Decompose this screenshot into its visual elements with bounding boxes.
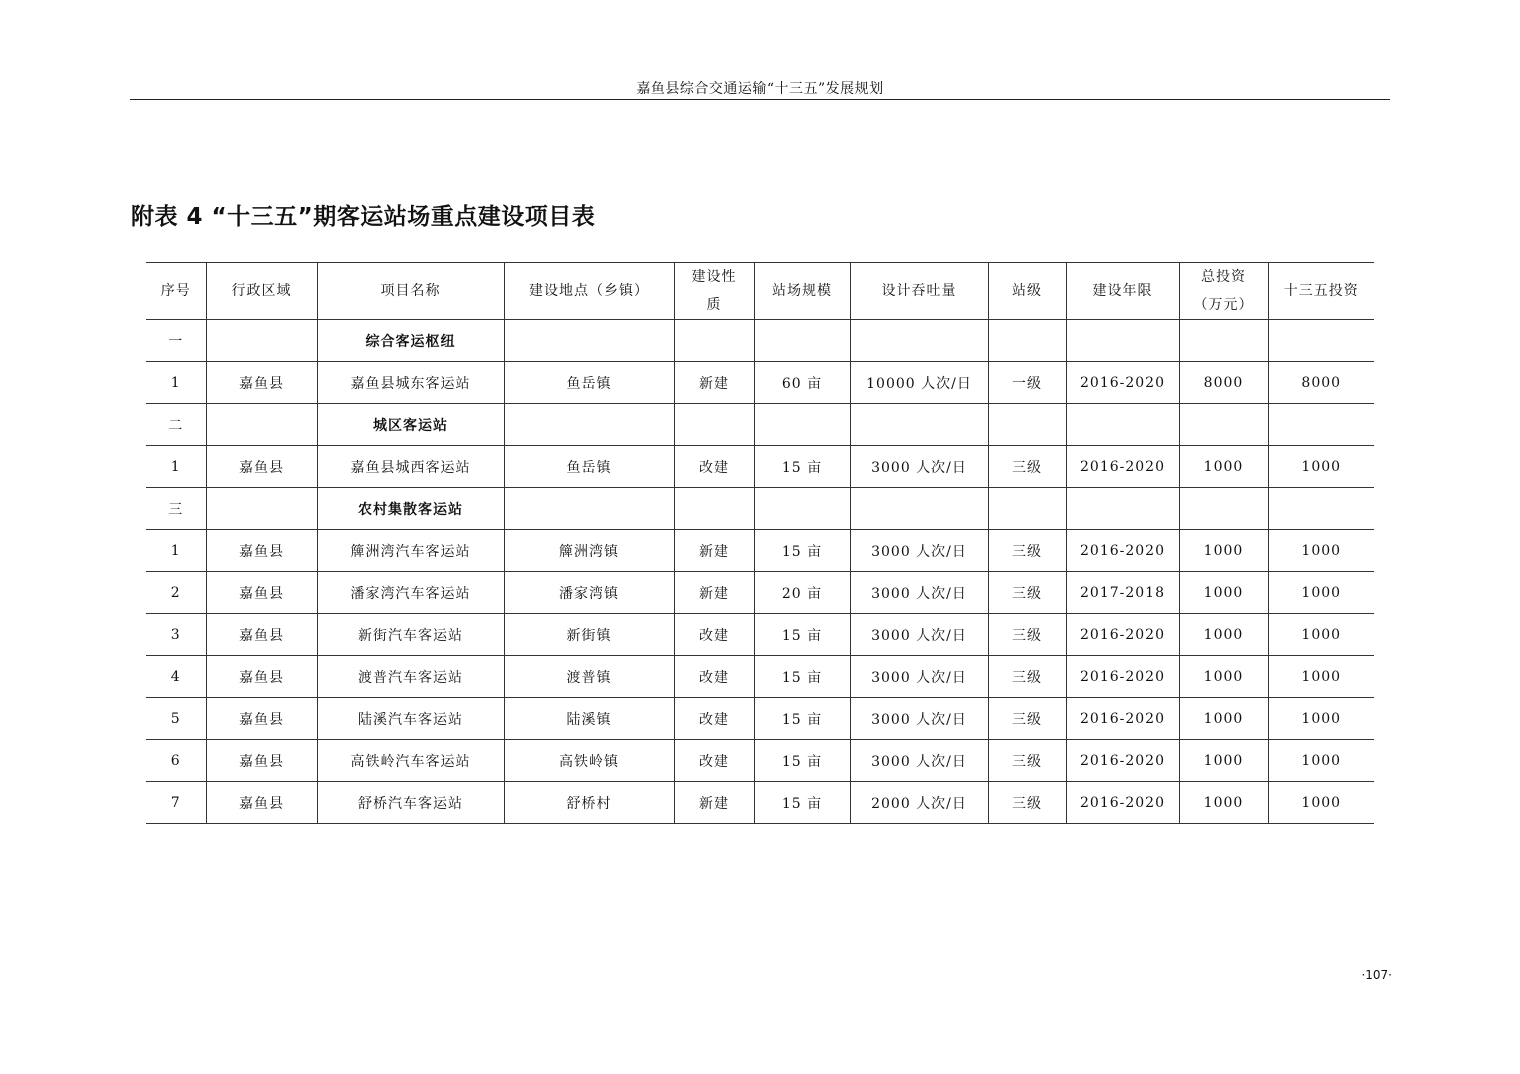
row-location: 陆溪镇: [504, 698, 674, 740]
empty-cell: [1268, 404, 1374, 446]
row-region: 嘉鱼县: [206, 614, 317, 656]
row-total-investment: 1000: [1179, 782, 1268, 824]
empty-cell: [754, 488, 850, 530]
row-total-investment: 1000: [1179, 614, 1268, 656]
group-name: 综合客运枢纽: [317, 320, 504, 362]
row-location: 潘家湾镇: [504, 572, 674, 614]
row-nature: 改建: [674, 656, 754, 698]
row-number: 3: [146, 614, 206, 656]
row-grade: 三级: [988, 530, 1066, 572]
col-header-13th-investment: 十三五投资: [1268, 263, 1374, 320]
empty-cell: [1066, 320, 1179, 362]
empty-cell: [988, 488, 1066, 530]
row-scale: 20 亩: [754, 572, 850, 614]
row-13th-investment: 1000: [1268, 782, 1374, 824]
col-header-no: 序号: [146, 263, 206, 320]
row-scale: 15 亩: [754, 446, 850, 488]
row-location: 舒桥村: [504, 782, 674, 824]
col-header-grade: 站级: [988, 263, 1066, 320]
empty-cell: [674, 404, 754, 446]
row-throughput: 2000 人次/日: [850, 782, 988, 824]
row-period: 2016-2020: [1066, 656, 1179, 698]
row-total-investment: 1000: [1179, 530, 1268, 572]
row-scale: 15 亩: [754, 740, 850, 782]
group-row: [146, 488, 1374, 530]
group-number: 一: [146, 320, 206, 362]
table-header-row: [146, 263, 1374, 320]
row-project-name: 舒桥汽车客运站: [317, 782, 504, 824]
row-region: 嘉鱼县: [206, 782, 317, 824]
empty-cell: [850, 404, 988, 446]
row-13th-investment: 1000: [1268, 572, 1374, 614]
table-body: [146, 320, 1374, 824]
row-period: 2016-2020: [1066, 698, 1179, 740]
empty-cell: [754, 404, 850, 446]
empty-cell: [850, 488, 988, 530]
row-throughput: 3000 人次/日: [850, 530, 988, 572]
row-scale: 60 亩: [754, 362, 850, 404]
row-13th-investment: 1000: [1268, 656, 1374, 698]
row-number: 1: [146, 362, 206, 404]
group-number: 三: [146, 488, 206, 530]
col-header-total-investment: [1179, 263, 1268, 320]
empty-cell: [1268, 488, 1374, 530]
row-scale: 15 亩: [754, 614, 850, 656]
table-row: [146, 656, 1374, 698]
row-13th-investment: 1000: [1268, 530, 1374, 572]
col-header-period: 建设年限: [1066, 263, 1179, 320]
row-number: 6: [146, 740, 206, 782]
row-throughput: 3000 人次/日: [850, 614, 988, 656]
col-header-location: 建设地点（乡镇）: [504, 263, 674, 320]
row-scale: 15 亩: [754, 782, 850, 824]
row-nature: 改建: [674, 698, 754, 740]
row-nature: 改建: [674, 614, 754, 656]
row-13th-investment: 1000: [1268, 740, 1374, 782]
row-period: 2016-2020: [1066, 740, 1179, 782]
project-table: [146, 262, 1374, 824]
header-rule: [130, 99, 1390, 100]
row-number: 4: [146, 656, 206, 698]
row-total-investment: 1000: [1179, 656, 1268, 698]
row-region: 嘉鱼县: [206, 698, 317, 740]
row-nature: 新建: [674, 530, 754, 572]
row-region: 嘉鱼县: [206, 362, 317, 404]
row-project-name: 簰洲湾汽车客运站: [317, 530, 504, 572]
row-region: 嘉鱼县: [206, 656, 317, 698]
empty-cell: [850, 320, 988, 362]
row-period: 2017-2018: [1066, 572, 1179, 614]
row-total-investment: 1000: [1179, 740, 1268, 782]
row-13th-investment: 1000: [1268, 614, 1374, 656]
table-row: [146, 782, 1374, 824]
row-period: 2016-2020: [1066, 362, 1179, 404]
row-throughput: 3000 人次/日: [850, 572, 988, 614]
col-header-region: 行政区域: [206, 263, 317, 320]
row-project-name: 潘家湾汽车客运站: [317, 572, 504, 614]
empty-cell: [1179, 320, 1268, 362]
row-grade: 三级: [988, 656, 1066, 698]
empty-cell: [988, 404, 1066, 446]
row-grade: 三级: [988, 572, 1066, 614]
row-location: 鱼岳镇: [504, 446, 674, 488]
row-location: 簰洲湾镇: [504, 530, 674, 572]
row-total-investment: 1000: [1179, 698, 1268, 740]
empty-cell: [1179, 404, 1268, 446]
row-total-investment: 1000: [1179, 446, 1268, 488]
group-name: 城区客运站: [317, 404, 504, 446]
row-project-name: 陆溪汽车客运站: [317, 698, 504, 740]
group-number: 二: [146, 404, 206, 446]
row-grade: 三级: [988, 740, 1066, 782]
row-grade: 三级: [988, 446, 1066, 488]
row-total-investment: 8000: [1179, 362, 1268, 404]
table-row: [146, 572, 1374, 614]
col-header-project: 项目名称: [317, 263, 504, 320]
group-name: 农村集散客运站: [317, 488, 504, 530]
row-scale: 15 亩: [754, 656, 850, 698]
running-header: 嘉鱼县综合交通运输“十三五”发展规划: [636, 81, 884, 97]
empty-cell: [754, 320, 850, 362]
page-number: ·107·: [1361, 968, 1392, 982]
row-throughput: 3000 人次/日: [850, 740, 988, 782]
row-13th-investment: 1000: [1268, 698, 1374, 740]
row-throughput: 10000 人次/日: [850, 362, 988, 404]
row-grade: 一级: [988, 362, 1066, 404]
table-row: [146, 362, 1374, 404]
row-nature: 新建: [674, 572, 754, 614]
row-location: 新街镇: [504, 614, 674, 656]
empty-cell: [674, 488, 754, 530]
row-number: 1: [146, 446, 206, 488]
table-row: [146, 740, 1374, 782]
empty-cell: [504, 404, 674, 446]
row-project-name: 高铁岭汽车客运站: [317, 740, 504, 782]
row-number: 1: [146, 530, 206, 572]
row-number: 5: [146, 698, 206, 740]
row-period: 2016-2020: [1066, 530, 1179, 572]
row-number: 7: [146, 782, 206, 824]
row-throughput: 3000 人次/日: [850, 698, 988, 740]
table-title: 附表 4 “十三五”期客运站场重点建设项目表: [131, 204, 596, 230]
empty-cell: [1268, 320, 1374, 362]
group-row: [146, 320, 1374, 362]
empty-cell: [504, 320, 674, 362]
col-header-total-line1: 总投资: [1201, 269, 1246, 285]
empty-cell: [504, 488, 674, 530]
empty-cell: [988, 320, 1066, 362]
row-throughput: 3000 人次/日: [850, 656, 988, 698]
row-region: 嘉鱼县: [206, 530, 317, 572]
row-grade: 三级: [988, 614, 1066, 656]
row-scale: 15 亩: [754, 530, 850, 572]
row-region: 嘉鱼县: [206, 740, 317, 782]
row-total-investment: 1000: [1179, 572, 1268, 614]
col-header-scale: 站场规模: [754, 263, 850, 320]
row-nature: 新建: [674, 362, 754, 404]
row-nature: 改建: [674, 446, 754, 488]
empty-cell: [1066, 404, 1179, 446]
empty-cell: [674, 320, 754, 362]
col-header-total-line2: （万元）: [1193, 297, 1254, 313]
col-header-nature-line1: 建设性: [691, 269, 737, 285]
row-period: 2016-2020: [1066, 782, 1179, 824]
row-period: 2016-2020: [1066, 614, 1179, 656]
row-nature: 新建: [674, 782, 754, 824]
row-13th-investment: 1000: [1268, 446, 1374, 488]
table-row: [146, 698, 1374, 740]
row-location: 高铁岭镇: [504, 740, 674, 782]
row-throughput: 3000 人次/日: [850, 446, 988, 488]
empty-cell: [206, 404, 317, 446]
col-header-nature: [674, 263, 754, 320]
row-project-name: 嘉鱼县城西客运站: [317, 446, 504, 488]
empty-cell: [1179, 488, 1268, 530]
table-row: [146, 530, 1374, 572]
table-row: [146, 614, 1374, 656]
row-region: 嘉鱼县: [206, 572, 317, 614]
empty-cell: [206, 488, 317, 530]
row-location: 鱼岳镇: [504, 362, 674, 404]
row-number: 2: [146, 572, 206, 614]
row-region: 嘉鱼县: [206, 446, 317, 488]
row-grade: 三级: [988, 698, 1066, 740]
row-project-name: 新街汽车客运站: [317, 614, 504, 656]
empty-cell: [1066, 488, 1179, 530]
row-nature: 改建: [674, 740, 754, 782]
empty-cell: [206, 320, 317, 362]
row-scale: 15 亩: [754, 698, 850, 740]
row-project-name: 嘉鱼县城东客运站: [317, 362, 504, 404]
row-period: 2016-2020: [1066, 446, 1179, 488]
table-row: [146, 446, 1374, 488]
row-location: 渡普镇: [504, 656, 674, 698]
group-row: [146, 404, 1374, 446]
col-header-throughput: 设计吞吐量: [850, 263, 988, 320]
row-project-name: 渡普汽车客运站: [317, 656, 504, 698]
col-header-nature-line2: 质: [706, 297, 722, 313]
row-grade: 三级: [988, 782, 1066, 824]
row-13th-investment: 8000: [1268, 362, 1374, 404]
